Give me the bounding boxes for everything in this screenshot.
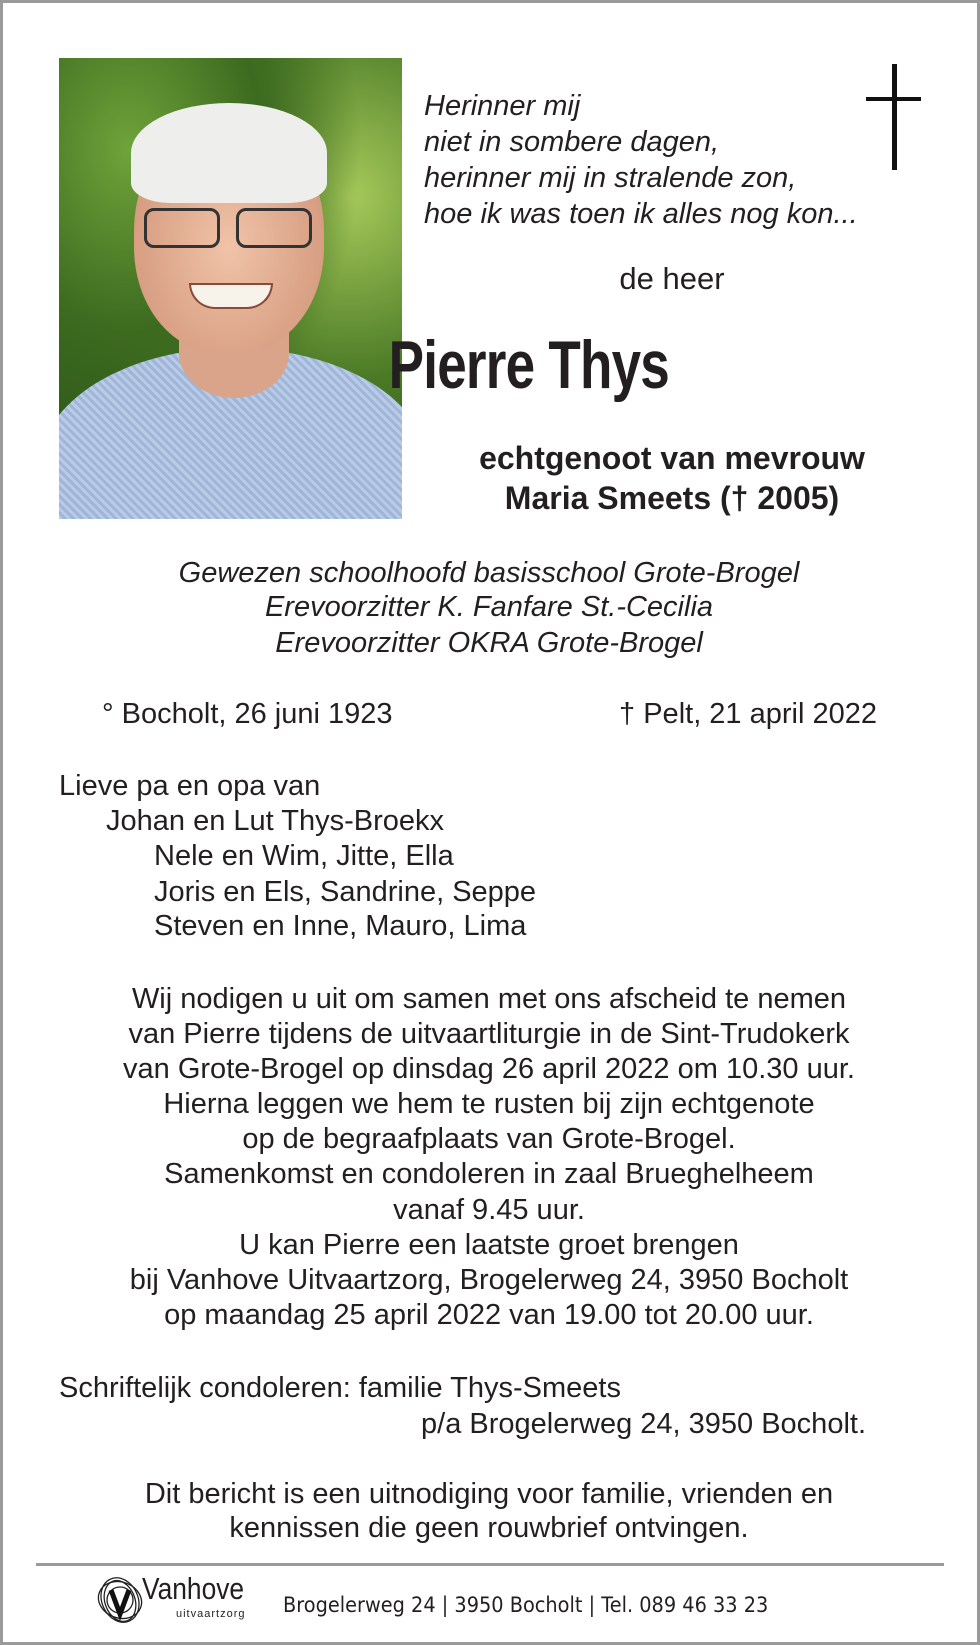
title-prefix: de heer [619, 261, 725, 296]
role-line: Gewezen schoolhoofd basisschool Grote-Brogel [178, 557, 800, 589]
poem-line: hoe ik was toen ik alles nog kon... [424, 198, 858, 230]
invitation-line: van Pierre tijdens de uitvaartliturgie in de Sint-Trudokerk [128, 1018, 850, 1050]
notice-line: Dit bericht is een uitnodiging voor familie, vrienden en [144, 1478, 834, 1510]
hair [131, 103, 327, 203]
notice-line: kennissen die geen rouwbrief ontvingen. [229, 1512, 749, 1544]
invitation-line: op de begraafplaats van Grote-Brogel. [242, 1123, 736, 1155]
footer-address: Brogelerweg 24 | 3950 Bocholt | Tel. 089 46 33 23 [283, 1593, 769, 1617]
birth-info: ° Bocholt, 26 juni 1923 [102, 698, 393, 730]
portrait-photo [59, 58, 402, 519]
invitation-line: Samenkomst en condoleren in zaal Brueghelheem [164, 1158, 814, 1190]
role-line: Erevoorzitter K. Fanfare St.-Cecilia [264, 591, 714, 623]
cross-icon [892, 64, 897, 170]
family-child: Johan en Lut Thys-Broekx [106, 805, 444, 837]
deceased-name: Pierre Thys [388, 327, 670, 403]
poem-line: herinner mij in stralende zon, [424, 162, 797, 194]
poem-line: Herinner mij [424, 90, 581, 122]
spouse-line: Maria Smeets († 2005) [504, 480, 840, 516]
smile [189, 283, 273, 309]
vanhove-logo-icon [94, 1574, 146, 1626]
footer-divider [36, 1563, 944, 1566]
glasses [144, 208, 314, 244]
invitation-line: van Grote-Brogel op dinsdag 26 april 2022 om 10.30 uur. [123, 1053, 855, 1085]
condolence-address: p/a Brogelerweg 24, 3950 Bocholt. [421, 1408, 866, 1440]
cross-icon-bar [866, 97, 921, 101]
spouse-line: echtgenoot van mevrouw [479, 440, 865, 476]
family-grandchild: Joris en Els, Sandrine, Seppe [154, 876, 537, 908]
family-grandchild: Nele en Wim, Jitte, Ella [154, 840, 454, 872]
role-line: Erevoorzitter OKRA Grote-Brogel [275, 627, 703, 659]
invitation-line: Wij nodigen u uit om samen met ons afscheid te nemen [131, 983, 847, 1015]
invitation-line: vanaf 9.45 uur. [393, 1194, 585, 1226]
footer-brand: Vanhove [142, 1571, 245, 1606]
invitation-line: U kan Pierre een laatste groet brengen [239, 1229, 739, 1261]
invitation-line: op maandag 25 april 2022 van 19.00 tot 20.00 uur. [164, 1299, 814, 1331]
family-intro: Lieve pa en opa van [59, 770, 321, 802]
condolence-line: Schriftelijk condoleren: familie Thys-Smeets [59, 1372, 621, 1404]
death-info: † Pelt, 21 april 2022 [619, 698, 877, 730]
footer-brand-sub: uitvaartzorg [176, 1608, 246, 1620]
poem-line: niet in sombere dagen, [424, 126, 720, 158]
invitation-line: bij Vanhove Uitvaartzorg, Brogelerweg 24, 3950 Bocholt [129, 1264, 849, 1296]
family-grandchild: Steven en Inne, Mauro, Lima [154, 910, 527, 942]
invitation-line: Hierna leggen we hem te rusten bij zijn echtgenote [163, 1088, 815, 1120]
